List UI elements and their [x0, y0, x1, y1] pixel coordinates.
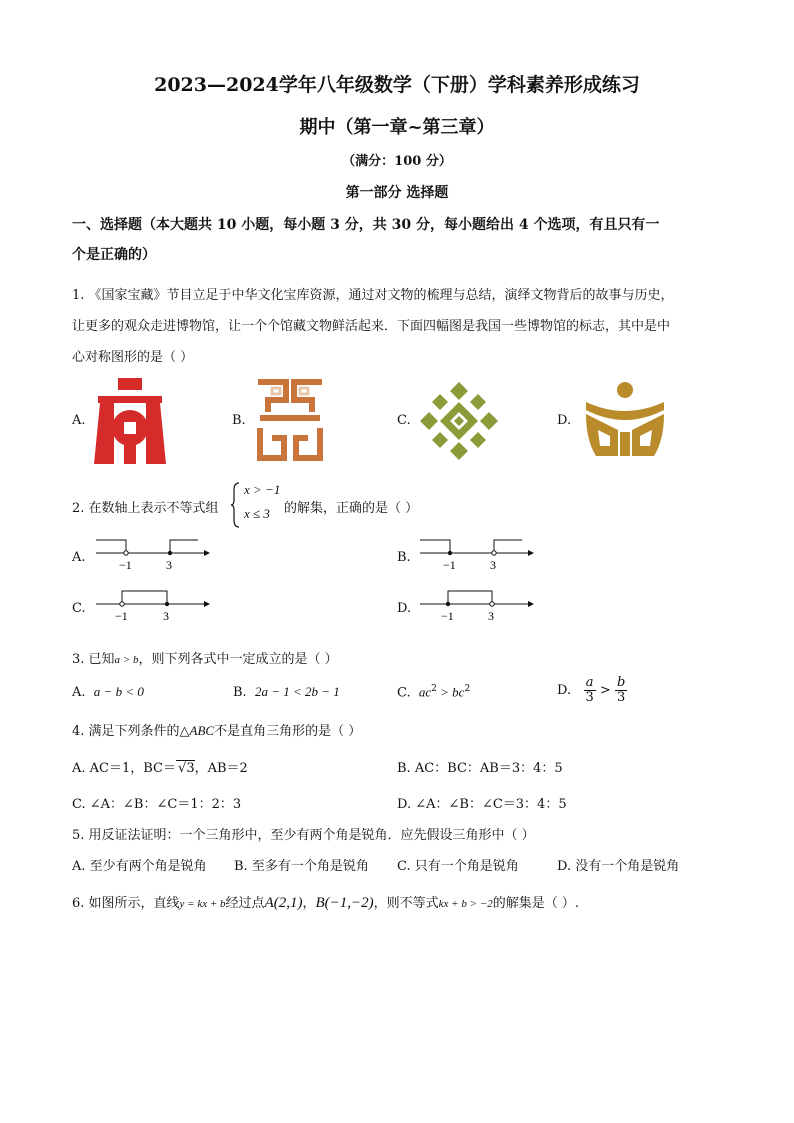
q3-option-a-label: A.	[72, 685, 86, 700]
q6-stem-mid: 经过点	[225, 896, 265, 911]
q6-line-equation: y = kx + b	[179, 898, 226, 910]
q5-option-d: D. 没有一个角是锐角	[557, 859, 680, 874]
q3-option-c-exp2: 2	[464, 684, 471, 694]
q3-option-c-bc: > bc	[436, 684, 465, 700]
tick-label-right: 3	[163, 609, 169, 623]
q5-option-b: B. 至多有一个角是锐角	[234, 859, 369, 874]
numerator: b	[616, 675, 626, 690]
q2-inequality-1: x > −1	[244, 482, 281, 497]
q6-separator: ，	[302, 896, 316, 911]
q3-option-b-expr: 2a − 1 < 2b − 1	[254, 684, 340, 699]
score-note: （满分：100 分）	[342, 154, 452, 169]
q4-option-b: B. AC：BC：AB＝3：4：5	[397, 761, 563, 776]
q4-triangle: △ABC	[179, 723, 215, 738]
q4-option-d: D. ∠A：∠B：∠C＝3：4：5	[397, 797, 567, 812]
section-instructions-line1: 一、选择题（本大题共 10 小题，每小题 3 分，共 30 分，每小题给出 4 个选项，有且只有一	[72, 217, 660, 233]
q6-stem	[72, 892, 579, 912]
tick-label-left: −1	[443, 558, 456, 572]
q2-stem-post: 的解集，正确的是（ ）	[284, 501, 419, 516]
q3-option-a	[72, 684, 144, 700]
museum-logo-gold-icon	[582, 380, 668, 458]
tick-label-right: 3	[166, 558, 172, 572]
q3-fraction-b	[615, 676, 627, 705]
q4-option-a	[72, 757, 248, 776]
page-subtitle: 期中（第一章~第三章）	[299, 117, 495, 138]
q2-number-line-d	[414, 587, 536, 623]
q5-option-c: C. 只有一个角是锐角	[397, 859, 519, 874]
q1-option-c-label: C.	[397, 413, 411, 428]
tick-label-left: −1	[115, 609, 128, 623]
q6-inequality: kx + b > −2	[438, 898, 493, 910]
q3-option-c-ac: ac	[418, 684, 432, 700]
q6-stem-pre: 6. 如图所示，直线	[72, 896, 180, 911]
q3-option-c	[397, 684, 470, 700]
q2-option-d-label: D.	[397, 601, 412, 616]
q2-number-line-b	[414, 536, 536, 572]
tick-label-right: 3	[488, 609, 494, 623]
q4-option-a-post: ，AB＝2	[194, 761, 248, 776]
q2-option-b-label: B.	[397, 550, 411, 565]
q4-option-a-pre: A. AC＝1，BC＝	[72, 761, 177, 776]
denominator: 3	[616, 690, 626, 705]
q3-option-a-expr: a − b < 0	[93, 684, 144, 699]
q2-option-a-label: A.	[72, 550, 86, 565]
q3-option-d	[557, 676, 627, 705]
q2-stem-pre: 2. 在数轴上表示不等式组	[72, 501, 219, 516]
q3-stem-pre: 3. 已知	[72, 652, 115, 667]
q1-option-d-label: D.	[557, 413, 572, 428]
q5-option-a: A. 至少有两个角是锐角	[72, 859, 207, 874]
q3-stem	[72, 648, 338, 667]
q2-option-c-label: C.	[72, 601, 86, 616]
sqrt-icon: √3	[178, 761, 195, 776]
q1-option-a-label: A.	[72, 413, 86, 428]
tick-label-left: −1	[441, 609, 454, 623]
q2-number-line-a	[90, 536, 212, 572]
q1-stem-line3: 心对称图形的是（ ）	[72, 350, 194, 365]
q1-option-b-label: B.	[232, 413, 246, 428]
q3-option-d-operator: >	[599, 683, 611, 698]
tick-label-right: 3	[490, 558, 496, 572]
denominator: 3	[585, 690, 594, 705]
q3-condition: a > b	[114, 654, 139, 666]
q5-stem: 5. 用反证法证明：一个三角形中，至少有两个角是锐角．应先假设三角形中（ ）	[72, 828, 535, 843]
q3-stem-post: ，则下列各式中一定成立的是（ ）	[138, 652, 338, 667]
page-title: 2023—2024学年八年级数学（下册）学科素养形成练习	[154, 74, 640, 96]
museum-logo-orange-icon	[254, 378, 326, 462]
q3-option-b-label: B.	[233, 685, 247, 700]
tick-label-left: −1	[119, 558, 132, 572]
q4-stem	[72, 720, 361, 739]
q2-number-line-c	[90, 587, 212, 623]
q3-option-c-exp1: 2	[431, 684, 437, 694]
museum-logo-red-icon	[92, 378, 168, 464]
q6-stem-post: 的解集是（ ）.	[492, 896, 579, 911]
q6-point-b: B(−1,−2)	[315, 895, 374, 911]
q3-option-d-label: D.	[557, 683, 572, 698]
q3-option-c-label: C.	[397, 685, 411, 701]
q4-option-a-root: 3	[186, 761, 195, 776]
q4-option-c: C. ∠A：∠B：∠C＝1：2：3	[72, 797, 242, 812]
q1-stem-line1: 1. 《国家宝藏》节目立足于中华文化宝库资源，通过对文物的梳理与总结，演绎文物背后的故事与历史，	[72, 288, 674, 303]
part-heading: 第一部分 选择题	[345, 185, 449, 201]
q3-option-b	[233, 684, 340, 700]
q3-fraction-a	[584, 676, 596, 705]
q1-stem-line2: 让更多的观众走进博物馆，让一个个馆藏文物鲜活起来．下面四幅图是我国一些博物馆的标志，其中是中	[72, 319, 671, 334]
section-instructions-line2: 个是正确的）	[72, 247, 156, 263]
brace-icon	[230, 482, 240, 528]
numerator: a	[584, 676, 596, 691]
q4-stem-post: 不是直角三角形的是（ ）	[214, 724, 362, 739]
museum-logo-olive-icon	[418, 380, 500, 462]
q6-point-a: A(2,1)	[264, 895, 303, 911]
q4-stem-pre: 4. 满足下列条件的	[72, 724, 180, 739]
q6-stem-mid2: ，则不等式	[373, 896, 439, 911]
q2-inequality-2: x ≤ 3	[244, 506, 270, 521]
